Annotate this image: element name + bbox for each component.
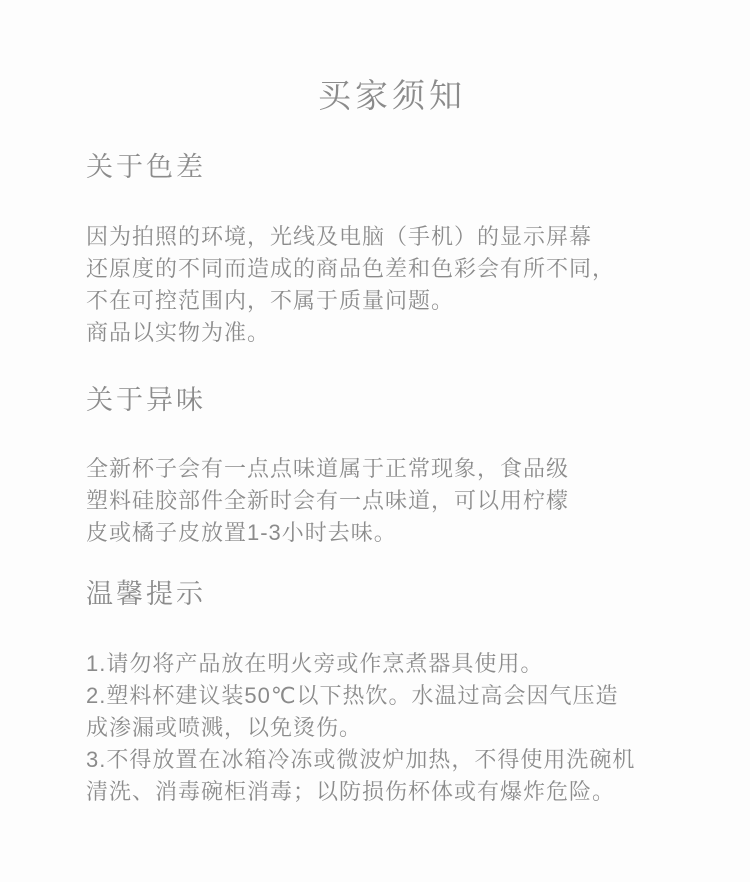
section-heading-odor: 关于异味 (86, 385, 206, 415)
section-heading-color-difference: 关于色差 (86, 152, 206, 182)
text-line: 全新杯子会有一点点味道属于正常现象，食品级 (86, 456, 570, 481)
section-odor (86, 383, 694, 549)
section-heading-warm-tips: 温馨提示 (86, 579, 206, 609)
tip-line: 3.不得放置在冰箱冷冻或微波炉加热，不得使用洗碗机 (86, 747, 636, 772)
text-line: 塑料硅胶部件全新时会有一点味道，可以用柠檬 (86, 488, 570, 513)
tip-line: 2.塑料杯建议装50℃以下热饮。水温过高会因气压造 (86, 683, 619, 708)
page-title: 买家须知 (318, 77, 466, 114)
text-line: 商品以实物为准。 (86, 320, 271, 345)
section-body-color-difference (86, 221, 694, 349)
text-line: 因为拍照的环境，光线及电脑（手机）的显示屏幕 (86, 224, 593, 249)
section-body-warm-tips (86, 648, 694, 808)
section-body-odor (86, 453, 694, 549)
section-warm-tips (86, 577, 694, 808)
section-color-difference (86, 150, 694, 349)
text-line: 还原度的不同而造成的商品色差和色彩会有所不同， (86, 256, 616, 281)
tip-line: 清洗、消毒碗柜消毒；以防损伤杯体或有爆炸危险。 (86, 779, 616, 804)
tip-line: 1.请勿将产品放在明火旁或作烹煮器具使用。 (86, 651, 544, 676)
text-line: 皮或橘子皮放置1-3小时去味。 (86, 520, 397, 545)
text-line: 不在可控范围内，不属于质量问题。 (86, 288, 455, 313)
tip-line: 成渗漏或喷溅，以免烫伤。 (86, 715, 363, 740)
